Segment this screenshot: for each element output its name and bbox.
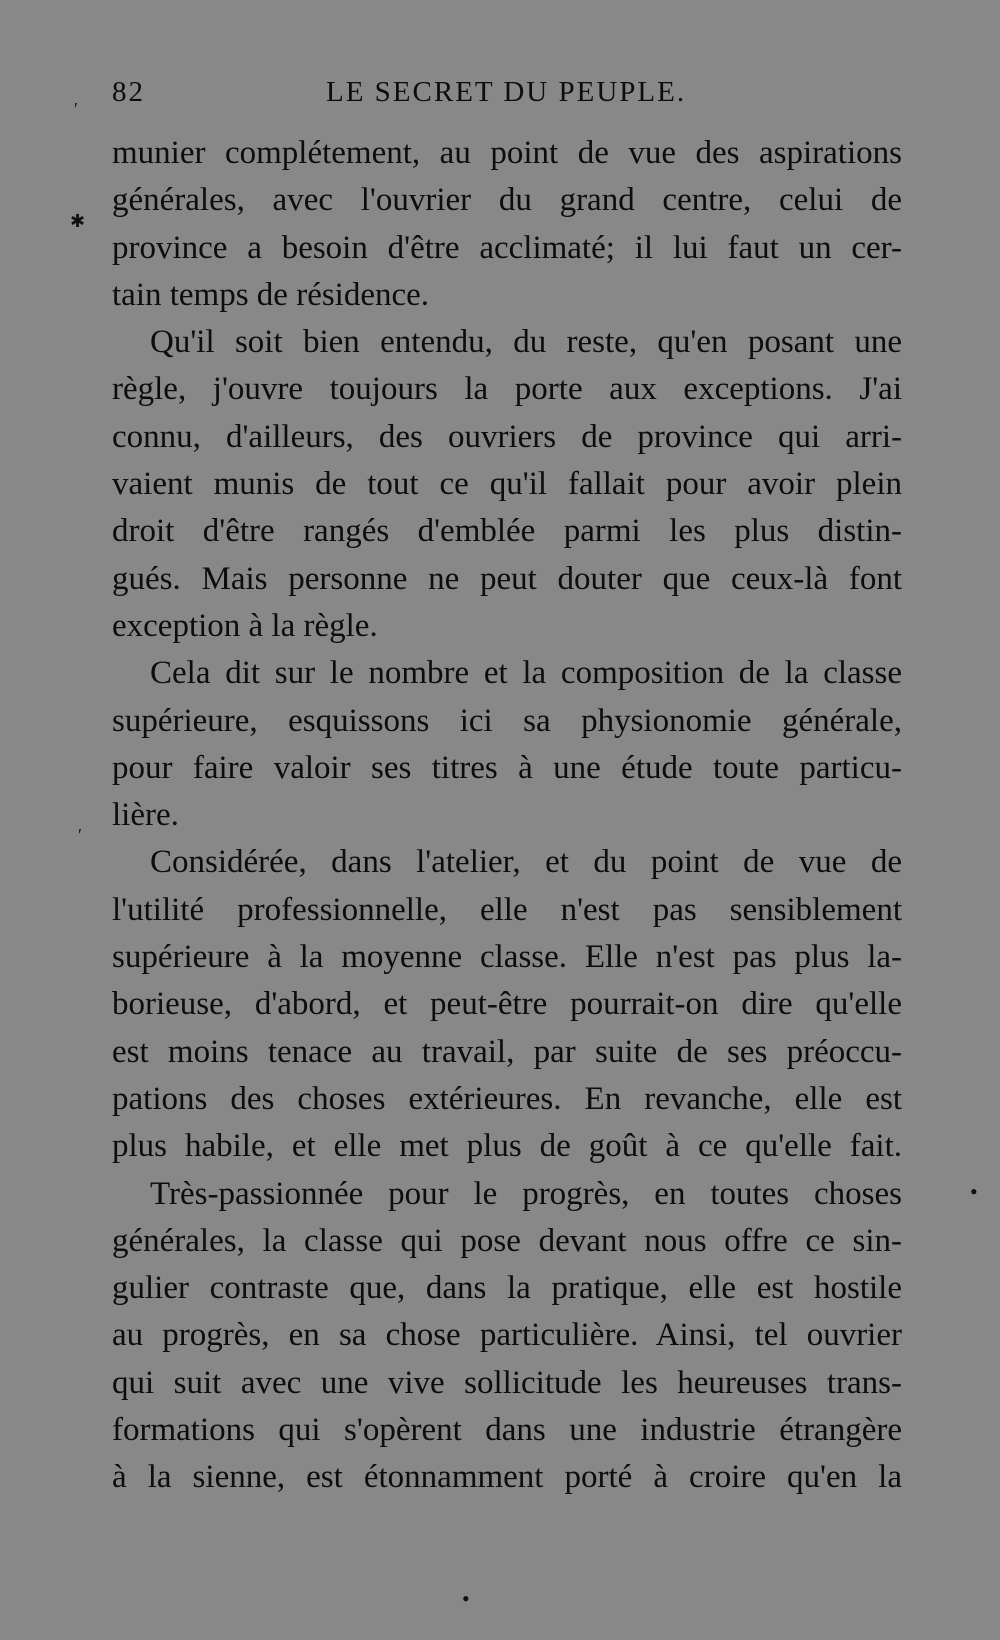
text-line: qui suit avec une vive sollicitude les heureuses trans- xyxy=(112,1364,902,1401)
running-head: LE SECRET DU PEUPLE. xyxy=(326,76,687,108)
body-text xyxy=(112,130,902,1502)
text-line: gués. Mais personne ne peut douter que ceux-là font xyxy=(112,560,902,597)
page-number: 82 xyxy=(112,76,145,108)
scan-speck-mark: ✱ xyxy=(70,211,86,231)
page-header xyxy=(112,76,902,116)
text-line: supérieure à la moyenne classe. Elle n'est pas plus la- xyxy=(112,939,902,976)
scan-speck-mark: • xyxy=(970,1179,978,1204)
text-line: à la sienne, est étonnamment porté à croire qu'en la xyxy=(112,1459,902,1496)
text-line: l'utilité professionnelle, elle n'est pas sensiblement xyxy=(112,891,902,928)
text-line: formations qui s'opèrent dans une industrie étrangère xyxy=(112,1412,902,1449)
text-line: pations des choses extérieures. En revanche, elle est xyxy=(112,1080,902,1117)
text-line: Cela dit sur le nombre et la composition de la classe xyxy=(150,655,902,692)
text-line: munier complétement, au point de vue des aspirations xyxy=(112,135,902,171)
text-line: province a besoin d'être acclimaté; il lui faut un cer- xyxy=(112,229,902,266)
text-line: Qu'il soit bien entendu, du reste, qu'en posant une xyxy=(150,324,902,361)
scan-speck-mark: • xyxy=(462,1586,470,1611)
text-line: lière. xyxy=(112,797,179,834)
text-line: droit d'être rangés d'emblée parmi les plus distin- xyxy=(112,513,902,550)
text-line: générales, avec l'ouvrier du grand centre, celui de xyxy=(112,182,902,219)
scan-speck-mark: ′ xyxy=(78,825,82,845)
text-line: connu, d'ailleurs, des ouvriers de province qui arri- xyxy=(112,418,902,455)
text-line: générales, la classe qui pose devant nous offre ce sin- xyxy=(112,1222,902,1259)
text-line: plus habile, et elle met plus de goût à ce qu'elle fait. xyxy=(112,1128,902,1165)
text-line: tain temps de résidence. xyxy=(112,276,430,313)
text-line: Très-passionnée pour le progrès, en toutes choses xyxy=(150,1175,902,1212)
text-line: supérieure, esquissons ici sa physionomie générale, xyxy=(112,702,902,739)
text-line: gulier contraste que, dans la pratique, elle est hostile xyxy=(112,1270,902,1307)
text-line: borieuse, d'abord, et peut-être pourrait-on dire qu'elle xyxy=(112,986,902,1023)
text-line: exception à la règle. xyxy=(112,607,378,644)
text-line: pour faire valoir ses titres à une étude toute particu- xyxy=(112,749,902,786)
text-line: règle, j'ouvre toujours la porte aux exceptions. J'ai xyxy=(112,371,902,408)
text-line: vaient munis de tout ce qu'il fallait pour avoir plein xyxy=(112,466,902,503)
text-line: au progrès, en sa chose particulière. Ainsi, tel ouvrier xyxy=(112,1317,902,1354)
text-line: Considérée, dans l'atelier, et du point de vue de xyxy=(150,844,902,881)
text-line: est moins tenace au travail, par suite de ses préoccu- xyxy=(112,1033,902,1070)
scan-speck-mark: ′ xyxy=(74,99,78,119)
